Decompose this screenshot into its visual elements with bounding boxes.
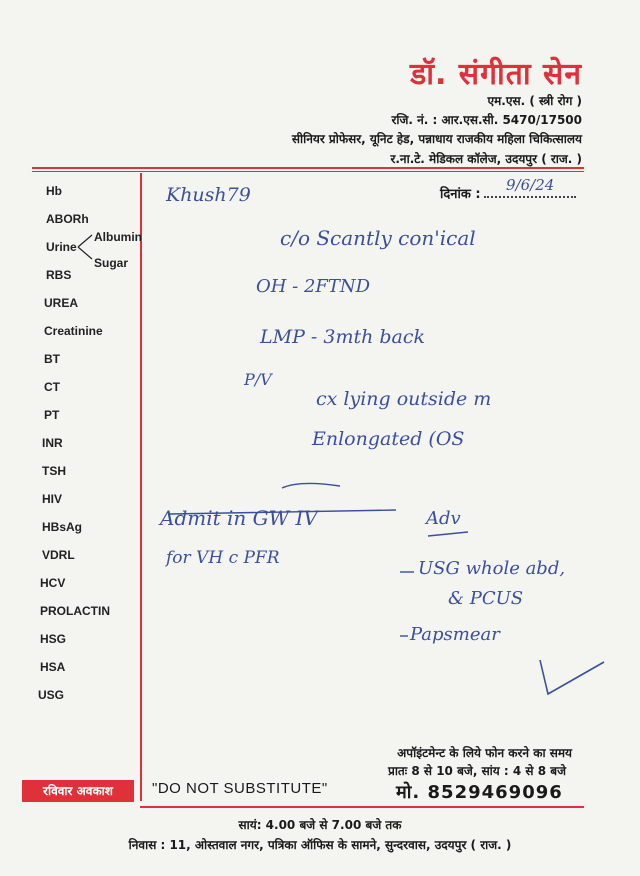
test-prolactin: PROLACTIN xyxy=(40,604,110,618)
handwritten-line-cervix: cx lying outside m xyxy=(316,388,492,410)
evening-timing: सायं: 4.00 बजे से 7.00 बजे तक xyxy=(238,818,402,832)
test-hb: Hb xyxy=(46,184,62,198)
handwritten-patient-name: Khush79 xyxy=(166,184,251,206)
residence-address: निवास : 11, ओस्तवाल नगर, पत्रिका ऑफिस के सामने, सुन्दरवास, उदयपुर ( राज. ) xyxy=(128,838,512,852)
test-tsh: TSH xyxy=(42,464,66,478)
handwritten-line-elongated: Enlongated (OS xyxy=(312,428,465,450)
handwritten-line-advice: Adv xyxy=(426,508,461,529)
doctor-name: डॉ. संगीता सेन xyxy=(410,57,582,92)
footer-divider xyxy=(140,806,584,808)
handwritten-line-lmp: LMP - 3mth back xyxy=(260,326,426,348)
college-name: र.ना.टे. मेडिकल कॉलेज, उदयपुर ( राज. ) xyxy=(390,152,582,166)
test-ct: CT xyxy=(44,380,60,394)
registration-number: रजि. नं. : आर.एस.सी. 5470/17500 xyxy=(391,113,582,127)
handwritten-line-papsmear: Papsmear xyxy=(410,624,500,645)
test-inr: INR xyxy=(42,436,63,450)
test-urine: Urine xyxy=(46,240,77,254)
date-label: दिनांक : xyxy=(440,187,481,202)
handwritten-line-admit: Admit in GW IV xyxy=(160,506,318,530)
handwritten-line-vh: for VH c PFR xyxy=(166,548,280,568)
test-hiv: HIV xyxy=(42,492,63,506)
test-pt: PT xyxy=(44,408,60,422)
do-not-substitute-note: "DO NOT SUBSTITUTE" xyxy=(152,780,328,797)
test-vdrl: VDRL xyxy=(42,548,75,562)
handwritten-line-obstetric-history: OH - 2FTND xyxy=(256,276,371,297)
test-hcv: HCV xyxy=(40,576,66,590)
appointment-call-time-label: अपॉइंटमेन्ट के लिये फोन करने का समय xyxy=(397,746,572,760)
appointment-hours: प्रातः 8 से 10 बजे, सांय : 4 से 8 बजे xyxy=(388,764,566,778)
handwritten-line-pcus: & PCUS xyxy=(448,588,524,609)
test-hsg: HSG xyxy=(40,632,67,646)
phone-number: मो. 8529469096 xyxy=(396,782,563,803)
test-hsa: HSA xyxy=(40,660,66,674)
handwritten-date: 9/6/24 xyxy=(506,176,555,194)
test-urea: UREA xyxy=(44,296,79,310)
handwritten-line-pv: P/V xyxy=(244,370,272,389)
test-hbsag: HBsAg xyxy=(42,520,83,534)
test-aborh: ABORh xyxy=(46,212,89,226)
handwritten-line-complaint: c/o Scantly con'ical xyxy=(280,226,476,250)
test-rbs: RBS xyxy=(46,268,72,282)
test-bt: BT xyxy=(44,352,60,366)
doctor-designation: सीनियर प्रोफेसर, यूनिट हेड, पन्नाधाय राजकीय महिला चिकित्सालय xyxy=(291,132,582,146)
sunday-closed-badge: रविवार अवकाश xyxy=(22,780,134,802)
test-creatinine: Creatinine xyxy=(44,324,103,338)
handwritten-line-usg: USG whole abd, xyxy=(418,558,566,579)
doctor-degree: एम.एस. ( स्त्री रोग ) xyxy=(487,94,582,108)
test-usg: USG xyxy=(38,688,65,702)
test-sugar: Sugar xyxy=(94,256,129,270)
test-albumin: Albumin xyxy=(94,230,142,244)
